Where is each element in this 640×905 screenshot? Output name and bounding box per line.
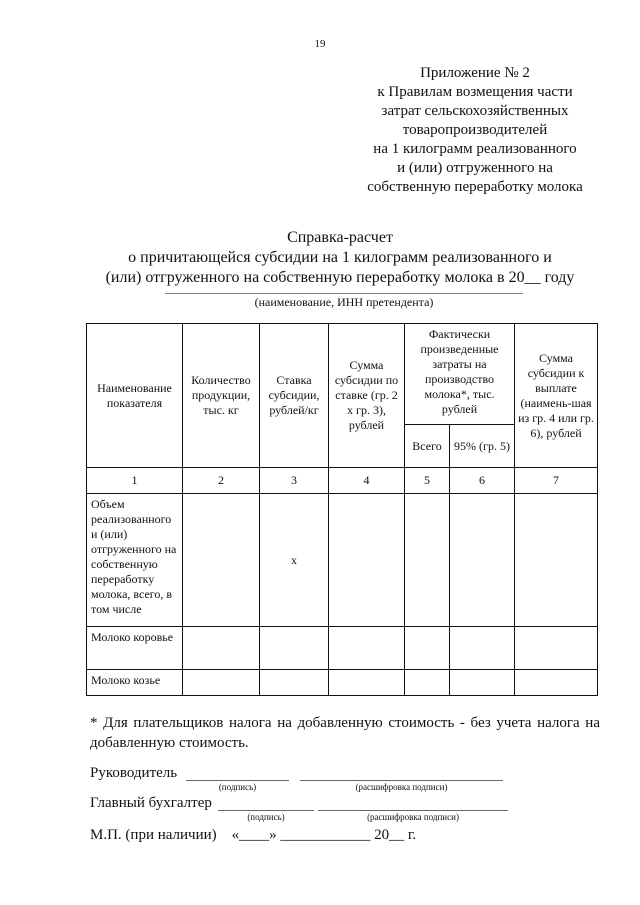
row-cell xyxy=(450,627,515,670)
row-rate xyxy=(260,670,329,696)
header-payout: Сумма субсидии к выплате (наимень-шая из гр. 4 или гр. 6), рублей xyxy=(515,324,598,468)
stamp-date-line: М.П. (при наличии) «____» ____________ 20__ г. xyxy=(90,827,417,843)
row-cell xyxy=(183,670,260,696)
table-row xyxy=(87,494,598,627)
accountant-sign-caption: (подпись) xyxy=(247,812,285,822)
row-cell xyxy=(515,494,598,627)
header-sum-by-rate: Сумма субсидии по ставке (гр. 2 х гр. 3), рублей xyxy=(329,324,405,468)
head-decode-caption: (расшифровка подписи) xyxy=(355,782,448,792)
document-title xyxy=(90,228,590,288)
accountant-decode-line xyxy=(318,810,508,811)
head-label: Руководитель xyxy=(90,765,178,781)
calculation-table xyxy=(86,323,598,696)
row-cell xyxy=(183,494,260,627)
title-line: (или) отгруженного на собственную переработку молока в 20__ году xyxy=(105,269,575,286)
header-actual-95: 95% (гр. 5) xyxy=(450,425,515,468)
head-signature-line xyxy=(186,780,289,781)
table-row xyxy=(87,627,598,670)
table-row xyxy=(87,670,598,696)
column-number: 1 xyxy=(87,468,183,494)
applicant-caption: (наименование, ИНН претендента) xyxy=(254,295,434,309)
row-cell xyxy=(405,670,450,696)
row-cell xyxy=(329,494,405,627)
appendix-header xyxy=(350,64,600,197)
head-decode-line xyxy=(300,780,503,781)
header-quantity: Количество продукции, тыс. кг xyxy=(183,324,260,468)
accountant-label: Главный бухгалтер xyxy=(90,795,212,811)
row-name: Молоко козье xyxy=(87,670,183,696)
appendix-line: товаропроизводителей xyxy=(402,122,548,138)
title-line: Справка-расчет xyxy=(287,229,393,246)
row-rate xyxy=(260,627,329,670)
column-number: 4 xyxy=(329,468,405,494)
appendix-line: затрат сельскохозяйственных xyxy=(381,103,569,119)
footnote: * Для плательщиков налога на добавленную стоимость - без учета налога на добавленную стоимость. xyxy=(90,715,600,751)
row-cell xyxy=(405,494,450,627)
row-cell xyxy=(515,670,598,696)
page-number: 19 xyxy=(314,38,326,50)
accountant-decode-caption: (расшифровка подписи) xyxy=(367,812,459,822)
header-actual-costs: Фактически произведенные затраты на производство молока*, тыс. рублей xyxy=(405,324,515,425)
row-cell xyxy=(183,627,260,670)
appendix-line: на 1 килограмм реализованного xyxy=(373,141,577,157)
row-cell xyxy=(515,627,598,670)
applicant-field-line xyxy=(165,293,523,294)
column-number: 2 xyxy=(183,468,260,494)
row-cell xyxy=(450,670,515,696)
header-name: Наименование показателя xyxy=(87,324,183,468)
title-line: о причитающейся субсидии на 1 килограмм реализованного и xyxy=(128,249,552,266)
accountant-signature-line xyxy=(218,810,314,811)
header-actual-total: Всего xyxy=(405,425,450,468)
head-sign-caption: (подпись) xyxy=(218,782,257,792)
row-name: Объем реализованного и (или) отгруженного на собственную переработку молока, всего, в том числе xyxy=(87,494,183,627)
appendix-line: к Правилам возмещения части xyxy=(377,84,573,100)
row-cell xyxy=(450,494,515,627)
row-rate: х xyxy=(260,494,329,627)
row-cell xyxy=(329,627,405,670)
row-cell xyxy=(405,627,450,670)
column-number: 7 xyxy=(515,468,598,494)
appendix-line: Приложение № 2 xyxy=(420,65,530,81)
column-number: 5 xyxy=(405,468,450,494)
appendix-line: собственную переработку молока xyxy=(367,179,583,195)
row-cell xyxy=(329,670,405,696)
row-name: Молоко коровье xyxy=(87,627,183,670)
column-number: 6 xyxy=(450,468,515,494)
appendix-line: и (или) отгруженного на xyxy=(397,160,553,176)
column-number: 3 xyxy=(260,468,329,494)
header-rate: Ставка субсидии, рублей/кг xyxy=(260,324,329,468)
